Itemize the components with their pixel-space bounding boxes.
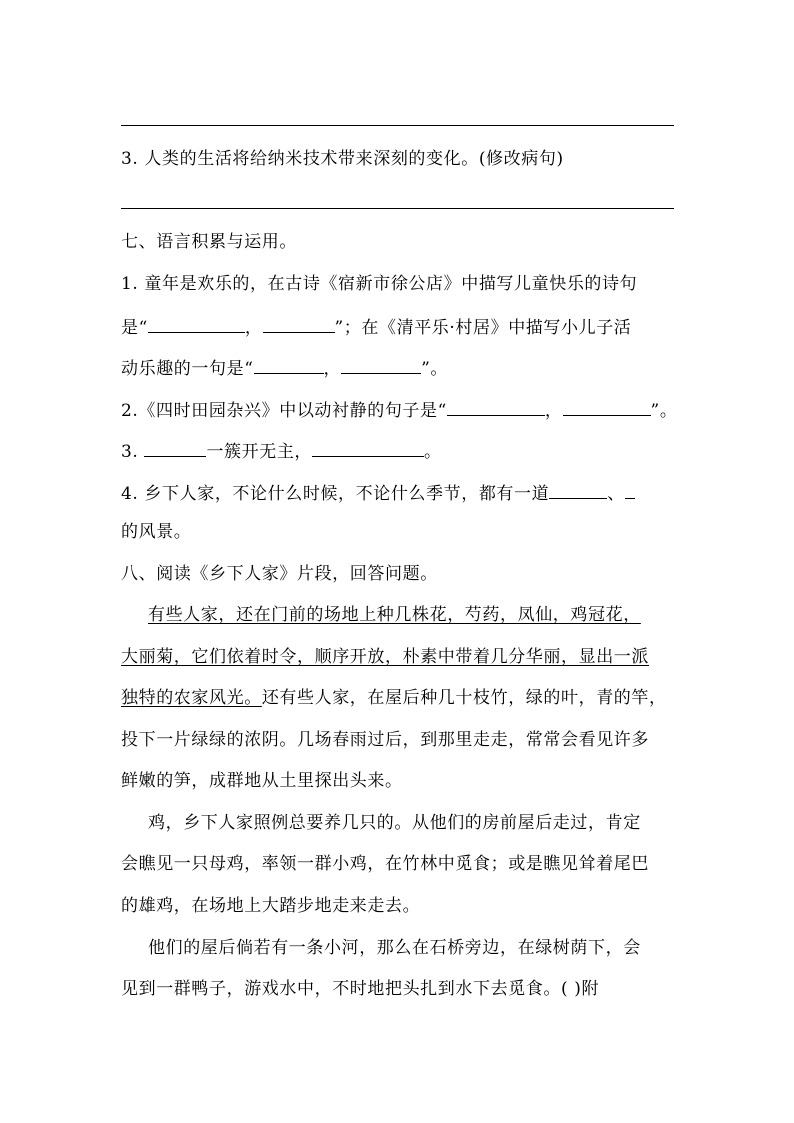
sec7-q1-line2 bbox=[121, 314, 631, 339]
fill-blank-8[interactable] bbox=[312, 438, 424, 457]
answer-line-1[interactable] bbox=[121, 125, 674, 126]
fill-blank-6[interactable] bbox=[563, 397, 651, 416]
para1-line1: 有些人家，还在门前的场地上种几株花，芍药，凤仙，鸡冠花， bbox=[148, 605, 641, 625]
text-fragment: 2.《四时田园杂兴》中以动衬静的句子是“ bbox=[121, 401, 447, 421]
text-fragment: 3. bbox=[121, 442, 145, 462]
fill-blank-4[interactable] bbox=[341, 355, 421, 374]
fill-blank-9[interactable] bbox=[549, 480, 607, 499]
text-fragment: 、 bbox=[607, 484, 625, 504]
text-fragment: ， bbox=[544, 401, 563, 421]
para2-line2: 会瞧见一只母鸡，率领一群小鸡，在竹林中觅食；或是瞧见耸着尾巴 bbox=[121, 854, 649, 874]
answer-line-2[interactable] bbox=[121, 208, 674, 209]
sec7-q1-line3 bbox=[121, 355, 448, 380]
fill-blank-7[interactable] bbox=[144, 438, 206, 457]
fill-blank-3[interactable] bbox=[254, 355, 324, 374]
para1-line3 bbox=[121, 687, 667, 709]
underlined-text: 独特的农家风光。 bbox=[121, 688, 262, 708]
text-fragment: 动乐趣的一句是“ bbox=[121, 359, 254, 379]
text-fragment: 4. 乡下人家，不论什么时候，不论什么季节，都有一道 bbox=[121, 484, 550, 504]
section-8-heading: 八、阅读《乡下人家》片段，回答问题。 bbox=[121, 564, 438, 584]
fill-blank-10[interactable] bbox=[625, 480, 635, 499]
fill-blank-2[interactable] bbox=[263, 314, 335, 333]
sec6-question-3: 3. 人类的生活将给纳米技术带来深刻的变化。(修改病句) bbox=[121, 149, 564, 169]
text-fragment: ”。 bbox=[421, 359, 449, 379]
sec7-q4-line2: 的风景。 bbox=[121, 522, 192, 542]
para1-line4: 投下一片绿绿的浓阴。几场春雨过后，到那里走走，常常会看见许多 bbox=[121, 730, 649, 750]
fill-blank-1[interactable] bbox=[148, 314, 245, 333]
text-fragment: 。 bbox=[424, 442, 442, 462]
text-fragment: ， bbox=[244, 318, 263, 338]
section-7-heading: 七、语言积累与运用。 bbox=[121, 232, 297, 252]
text-fragment: ， bbox=[323, 359, 342, 379]
fill-blank-5[interactable] bbox=[447, 397, 545, 416]
para3-line2: 见到一群鸭子，游戏水中，不时地把头扎到水下去觅食。( )附 bbox=[121, 979, 600, 999]
text-fragment: 一簇开无主， bbox=[206, 442, 313, 462]
para1-line2: 大丽菊，它们依着时令，顺序开放，朴素中带着几分华丽，显出一派 bbox=[121, 647, 649, 667]
sec7-q4-line1 bbox=[121, 480, 635, 505]
sec7-q2 bbox=[121, 397, 677, 422]
para1-line5: 鲜嫩的笋，成群地从土里探出头来。 bbox=[121, 771, 403, 791]
text-fragment: 还有些人家，在屋后种几十枝竹，绿的叶，青的竿， bbox=[261, 688, 667, 708]
para3-line1: 他们的屋后倘若有一条小河，那么在石桥旁边，在绿树荫下，会 bbox=[148, 938, 641, 958]
para2-line3: 的雄鸡，在场地上大踏步地走来走去。 bbox=[121, 896, 421, 916]
sec7-q1-line1: 1. 童年是欢乐的，在古诗《宿新市徐公店》中描写儿童快乐的诗句 bbox=[121, 274, 638, 294]
text-fragment: ”；在《清平乐·村居》中描写小儿子活 bbox=[334, 318, 632, 338]
para2-line1: 鸡，乡下人家照例总要养几只的。从他们的房前屋后走过，肯定 bbox=[148, 813, 641, 833]
text-fragment: 是“ bbox=[121, 318, 148, 338]
text-fragment: ”。 bbox=[650, 401, 678, 421]
sec7-q3 bbox=[121, 438, 442, 463]
